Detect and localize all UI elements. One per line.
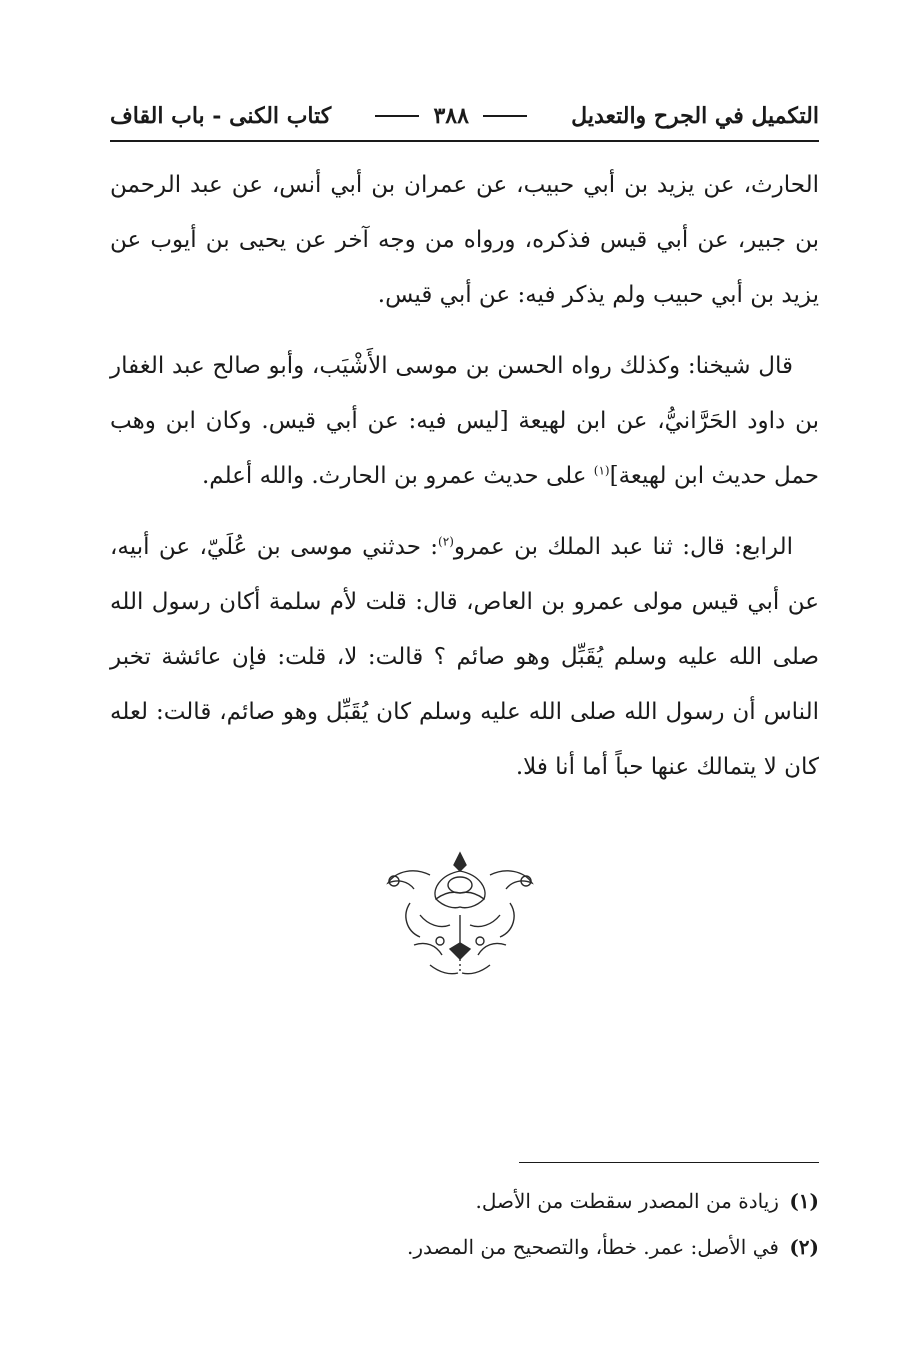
footnote-1-number: (١) — [789, 1189, 819, 1213]
footnote-1-text: زيادة من المصدر سقطت من الأصل. — [475, 1189, 779, 1213]
paragraph-3-text-after: : حدثني موسى بن عُلَيّ، عن أبيه، عن أبي قيس مولى عمرو بن العاص، قال: قلت لأم سلمة أكان رسول الله صلى الله عليه وسلم يُقَبِّل وهو صائم ؟ قالت: لا، قلت: فإن عائشة تخبر الناس أن رسول الله صلى الله عليه وسلم كان يُقَبِّل وهو صائم، قالت: لعله كان لا يتمالك عنها حباً أما أنا فلا. — [110, 534, 819, 780]
paragraph-2-text-after: على حديث عمرو بن الحارث. والله أعلم. — [201, 463, 594, 489]
paragraph-1-text: الحارث، عن يزيد بن أبي حبيب، عن عمران بن أبي أنس، عن عبد الرحمن بن جبير، عن أبي قيس فذكره، ورواه من وجه آخر عن يحيى بن أيوب عن يزيد بن أبي حبيب ولم يذكر فيه: عن أبي قيس. — [110, 172, 819, 308]
header-page-number-group — [375, 103, 526, 129]
footnote-rule — [519, 1162, 819, 1163]
footnotes — [110, 1178, 819, 1270]
footnote-ref-2[interactable]: (٢) — [438, 534, 454, 549]
header-rule — [110, 140, 819, 142]
footnote-ref-1[interactable]: (١) — [593, 463, 610, 478]
floral-ornament-icon — [370, 845, 550, 995]
header-dash-left — [375, 115, 419, 117]
paragraph-2 — [110, 339, 819, 504]
header-dash-right — [483, 115, 527, 117]
footnote-1 — [110, 1178, 819, 1224]
running-header — [110, 96, 819, 136]
main-text — [110, 158, 819, 811]
paragraph-3-text-before: الرابع: قال: ثنا عبد الملك بن عمرو — [453, 534, 793, 560]
header-section-title: كتاب الكنى - باب القاف — [110, 103, 332, 129]
paragraph-2-text-before: قال شيخنا: وكذلك رواه الحسن بن موسى الأَشْيَب، وأبو صالح عبد الغفار بن داود الحَرَّانيُّ، عن ابن لهيعة [ليس فيه: عن أبي قيس. وكان ابن وهب حمل حديث ابن لهيعة] — [110, 353, 819, 489]
paragraph-3 — [110, 520, 819, 795]
footnote-2-text: في الأصل: عمر. خطأ، والتصحيح من المصدر. — [406, 1235, 779, 1259]
header-book-title: التكميل في الجرح والتعديل — [571, 103, 819, 129]
paragraph-1 — [110, 158, 819, 323]
footnote-2 — [110, 1224, 819, 1270]
footnote-2-number: (٢) — [789, 1235, 819, 1259]
header-page-number: ٣٨٨ — [433, 103, 469, 129]
